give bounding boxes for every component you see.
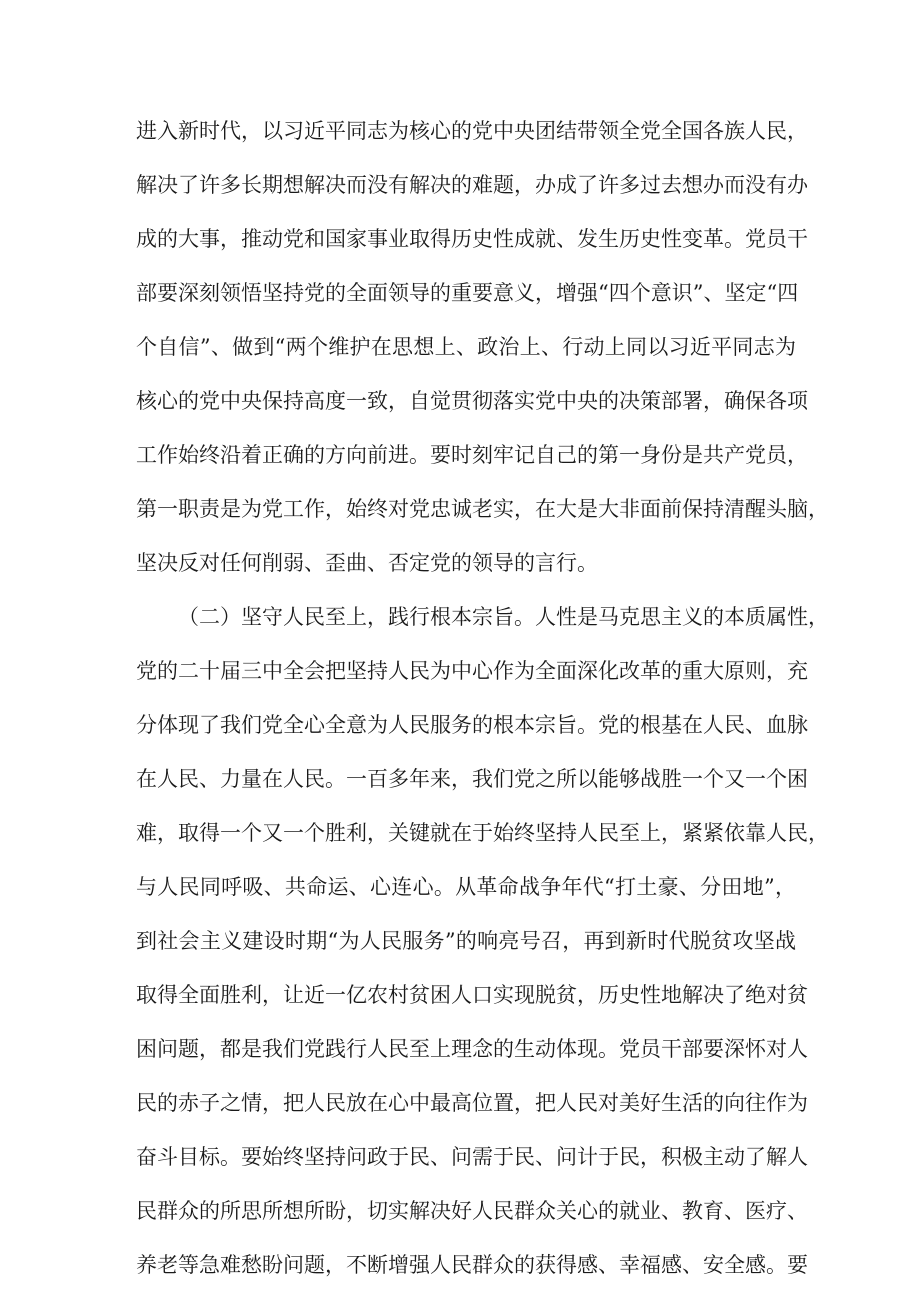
- text-line: 养老等急难愁盼问题，不断增强人民群众的获得感、幸福感、安全感。要: [136, 1253, 808, 1277]
- text-line: 核心的党中央保持高度一致，自觉贯彻落实党中央的决策部署，确保各项: [136, 389, 808, 413]
- text-line: 分体现了我们党全心全意为人民服务的根本宗旨。党的根基在人民、血脉: [136, 713, 808, 737]
- text-line: 取得全面胜利，让近一亿农村贫困人口实现脱贫，历史性地解决了绝对贫: [136, 983, 808, 1007]
- text-line: 进入新时代，以习近平同志为核心的党中央团结带领全党全国各族人民，: [136, 119, 808, 143]
- text-line: 解决了许多长期想解决而没有解决的难题，办成了许多过去想办而没有办: [136, 173, 808, 197]
- text-line: 工作始终沿着正确的方向前进。要时刻牢记自己的第一身份是共产党员，: [136, 443, 808, 467]
- text-line: 党的二十届三中全会把坚持人民为中心作为全面深化改革的重大原则，充: [136, 659, 808, 683]
- text-line: 民的赤子之情，把人民放在心中最高位置，把人民对美好生活的向往作为: [136, 1091, 808, 1115]
- section-heading-line: （二）坚守人民至上，践行根本宗旨。人性是马克思主义的本质属性，: [178, 605, 829, 629]
- text-line: 个自信”、做到“两个维护在思想上、政治上、行动上同以习近平同志为: [136, 335, 796, 359]
- text-line: 坚决反对任何削弱、歪曲、否定党的领导的言行。: [136, 551, 598, 575]
- text-line: 在人民、力量在人民。一百多年来，我们党之所以能够战胜一个又一个困: [136, 767, 808, 791]
- text-line: 困问题，都是我们党践行人民至上理念的生动体现。党员干部要深怀对人: [136, 1037, 808, 1061]
- text-line: 奋斗目标。要始终坚持问政于民、问需于民、问计于民，积极主动了解人: [136, 1145, 808, 1169]
- text-line: 成的大事，推动党和国家事业取得历史性成就、发生历史性变革。党员干: [136, 227, 808, 251]
- text-line: 难，取得一个又一个胜利，关键就在于始终坚持人民至上，紧紧依靠人民，: [136, 821, 829, 845]
- text-line: 第一职责是为党工作，始终对党忠诚老实，在大是大非面前保持清醒头脑，: [136, 497, 829, 521]
- text-line: 到社会主义建设时期“为人民服务”的响亮号召，再到新时代脱贫攻坚战: [136, 929, 796, 953]
- text-line: 与人民同呼吸、共命运、心连心。从革命战争年代“打土豪、分田地”，: [136, 875, 796, 899]
- text-line: 部要深刻领悟坚持党的全面领导的重要意义，增强“四个意识”、坚定“四: [136, 281, 799, 305]
- text-line: 民群众的所思所想所盼，切实解决好人民群众关心的就业、教育、医疗、: [136, 1199, 808, 1223]
